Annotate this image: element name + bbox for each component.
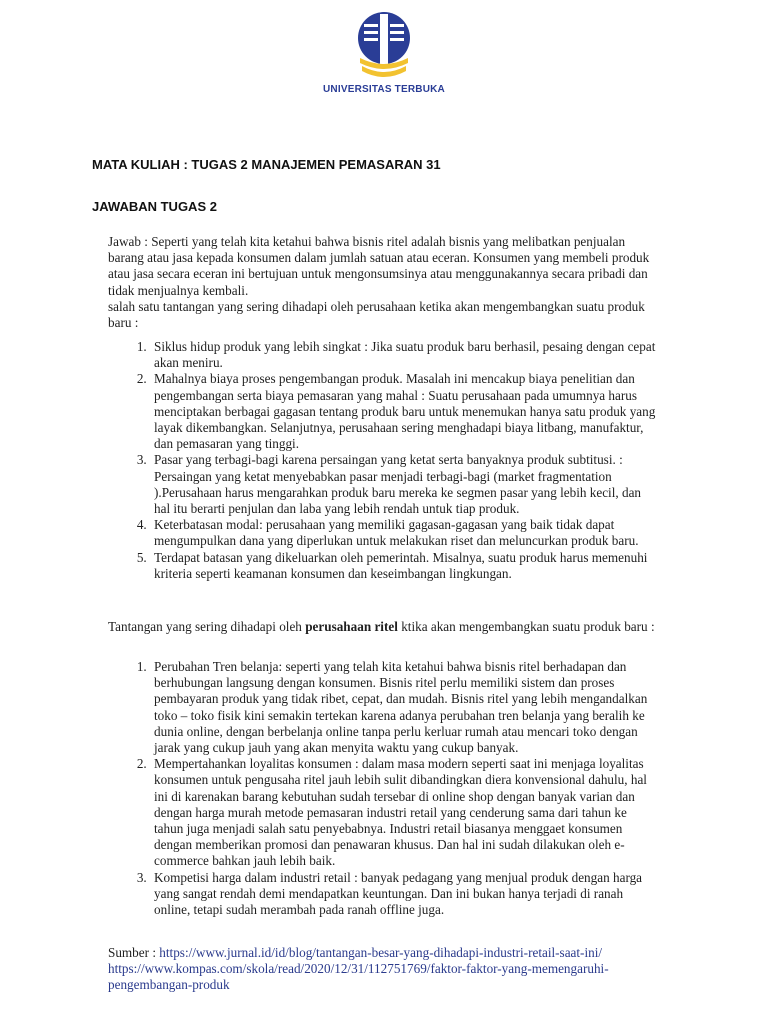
retail-intro: Tantangan yang sering dihadapi oleh perusahaan ritel ktika akan mengembangkan suatu produk baru : — [108, 619, 655, 634]
bold-term: perusahaan ritel — [305, 619, 398, 634]
source-paragraph — [108, 945, 656, 994]
intro-paragraph: Jawab : Seperti yang telah kita ketahui bahwa bisnis ritel adalah bisnis yang melibatkan penjualan barang atau jasa kepada konsumen dalam jumlah satuan atau eceran. Konsumen yang membeli produk atau jasa secara eceran ini bertujuan untuk mengonsumsinya atau menggunakannya secara pribadi dan tidak menjualnya kembali. — [108, 234, 650, 298]
course-title: MATA KULIAH : TUGAS 2 MANAJEMEN PEMASARAN 31 — [92, 157, 441, 172]
list-item: 1. Perubahan Tren belanja: seperti yang telah kita ketahui bahwa bisnis ritel berhadapan dan berhubungan langsung dengan konsumen. Bisnis ritel perlu memiliki sistem dan proses pembayaran produk yang tidak ribet, cepat, dan mudah. Bisnis ritel yang lebih mengandalkan toko – toko fisik kini semakin tertekan karena adanya perubahan tren belanja yang beralih ke dunia online, dengan berbelanja online tanpa perlu kerluar rumah atau mencari toko dengan jarak yang cukup jauh yang akan menyita waktu yang cukup banyak. — [150, 659, 656, 756]
challenge-list — [108, 339, 656, 582]
list-item: 1. Siklus hidup produk yang lebih singkat : Jika suatu produk baru berhasil, pesaing dengan cepat akan meniru. — [150, 339, 656, 371]
list-item: 5. Terdapat batasan yang dikeluarkan oleh pemerintah. Misalnya, suatu produk harus memenuhi kriteria seperti keamanan konsumen dan keseimbangan lingkungan. — [150, 550, 656, 582]
university-logo — [0, 8, 768, 95]
answer-title: JAWABAN TUGAS 2 — [92, 199, 217, 214]
source-link-2[interactable]: https://www.kompas.com/skola/read/2020/12/31/112751769/faktor-faktor-yang-memengaruhi-pengembangan-produk — [108, 961, 609, 993]
list-item: 2. Mahalnya biaya proses pengembangan produk. Masalah ini mencakup biaya penelitian dan pengembangan serta biaya pemasaran yang mahal : Suatu perusahaan pada umumnya harus menciptakan berbagai gagasan tentang produk baru untuk menemukan hanya satu produk yang layak dikembangkan. Selanjutnya, perusahaan sering menghadapi biaya litbang, manufaktur, dan pemasaran yang tinggi. — [150, 371, 656, 452]
list-item: 2. Mempertahankan loyalitas konsumen : dalam masa modern seperti saat ini menjaga loyalitas konsumen untuk pengusaha ritel jauh lebih sulit dibandingkan diera konvensional dahulu, hal ini di karenakan barang kebutuhan sudah tersebar di online shop dengan banyak varian dan dengan harga murah metode pemasaran industri retail yang cenderung sama dari tahun ke tahun juga menjadi salah satu penyebabnya. Industri retail biasanya menggaet konsumen dengan memberikan promosi dan penawaran khusus. Dan hal ini sudah dilakukan oleh e-commerce bahkan jauh lebih baik. — [150, 756, 656, 869]
retail-challenge-list — [108, 659, 656, 918]
challenge-intro: salah satu tantangan yang sering dihadapi oleh perusahaan ketika akan mengembangkan suatu produk baru : — [108, 299, 645, 331]
list-item: 3. Kompetisi harga dalam industri retail : banyak pedagang yang menjual produk dengan harga yang sangat rendah demi mendapatkan keuntungan. Dan ini bukan hanya terjadi di ranah online, tetapi sudah merambah pada ranah offline juga. — [150, 870, 656, 919]
source-link-1[interactable]: https://www.jurnal.id/id/blog/tantangan-besar-yang-dihadapi-industri-retail-saat-ini/ — [159, 945, 603, 960]
list-item: 3. Pasar yang terbagi-bagi karena persaingan yang ketat serta banyaknya produk subtitusi. : Persaingan yang ketat menyebabkan pasar menjadi terbagi-bagi (market fragmentation ).Perusahaan harus mengarahkan produk baru mereka ke segmen pasar yang lebih kecil, dan hal itu berarti penjulan dan laba yang lebih rendah untuk tiap produk. — [150, 452, 656, 517]
university-emblem-icon — [352, 8, 416, 82]
logo-text: UNIVERSITAS TERBUKA — [323, 84, 445, 95]
source-label: Sumber : — [108, 945, 160, 960]
list-item: 4. Keterbatasan modal: perusahaan yang memiliki gagasan-gagasan yang baik tidak dapat mengumpulkan dana yang diperlukan untuk melakukan riset dan meluncurkan produk baru. — [150, 517, 656, 549]
